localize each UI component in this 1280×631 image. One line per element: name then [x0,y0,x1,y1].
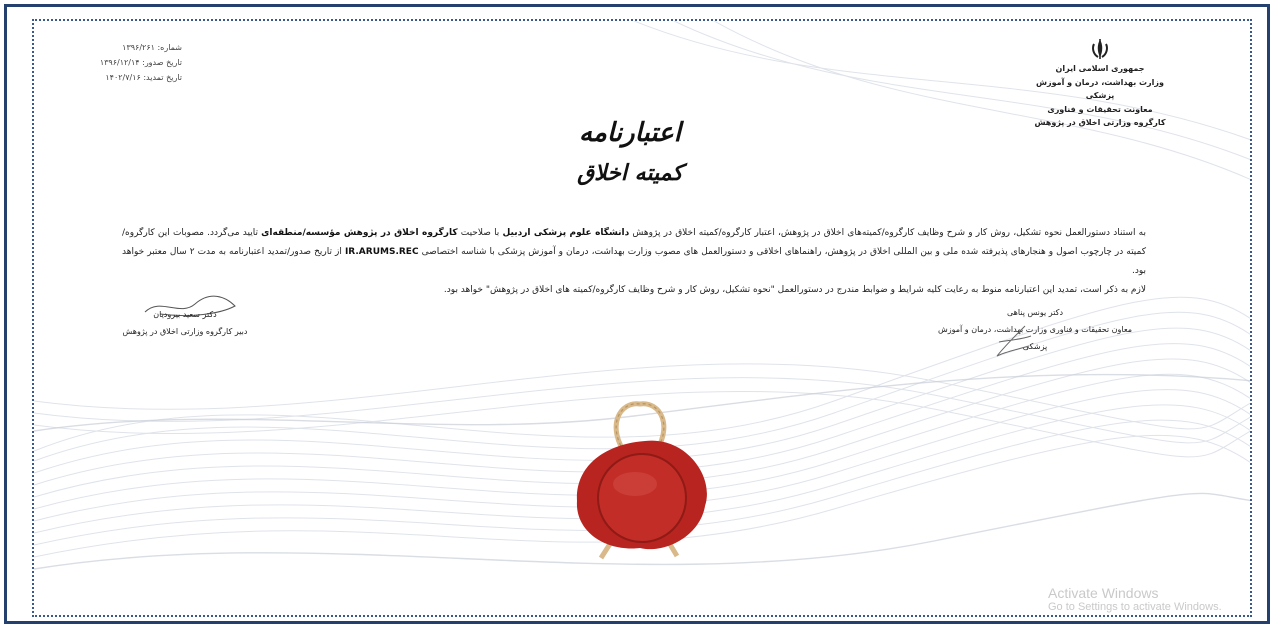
renew-date-row [92,70,182,85]
activation-watermark [1048,585,1222,613]
renew-date-value: ۱۴۰۲/۷/۱۶ [105,73,141,82]
issuer-header [1030,38,1170,130]
university-name: دانشگاه علوم پزشکی اردبیل [502,228,630,238]
left-signatory [110,306,260,340]
header-deputy: معاونت تحقیقات و فناوری [1047,104,1153,114]
certificate-body [122,224,1146,300]
body-text-segment: تایید می‌گردد. مصوبات این کارگروه/ کمیته در چارچوب اصول و هنجارهای پذیرفته شده ملی و بین المللی اخلاق در پژوهش، راهنماهای اخلاقی و دستورالعمل های مصوب وزارت بهداشت، درمان و آموزش پزشکی با شناسه اختصاصی [122,228,1146,257]
right-signatory-title: معاون تحقیقات و فناوری وزارت بهداشت، درمان و آموزش پزشکی [937,325,1133,351]
header-ministry: وزارت بهداشت، درمان و آموزش پزشکی [1036,77,1164,100]
left-signatory-name: دکتر سعید بیرودیان [153,310,217,319]
document-meta [92,40,182,85]
watermark-subtitle: Go to Settings to activate Windows. [1048,601,1222,613]
header-country: جمهوری اسلامی ایران [1055,64,1145,73]
committee-level: کارگروه اخلاق در پژوهش مؤسسه/منطقه‌ای [261,228,458,238]
wax-seal-icon [565,396,715,566]
issue-date-value: ۱۳۹۶/۱۲/۱۴ [99,58,140,67]
body-paragraph-1 [122,224,1146,281]
certificate-title: اعتبارنامه [579,118,681,148]
right-signature-mark [985,322,1045,362]
body-paragraph-2: لازم به ذکر است، تمدید این اعتبارنامه منوط به رعایت کلیه شرایط و ضوابط مندرج در دستورالعمل "نحوه تشکیل، روش کار و شرح وظایف کارگروه/کمیته های اخلاق در پژوهش" خواهد بود. [443,285,1146,295]
left-signatory-title: دبیر کارگروه وزارتی اخلاق در پژوهش [122,327,248,336]
number-value: ۱۳۹۶/۲۶۱ [122,43,155,52]
iran-emblem-icon [1089,38,1111,60]
body-text-segment: به استناد دستورالعمل نحوه تشکیل، روش کار و شرح وظایف کارگروه/کمیته‌های اخلاق در پژوهش، اعتبار کارگروه/کمیته اخلاق در پژوهش [629,228,1146,238]
committee-code: IR.ARUMS.REC [344,247,419,257]
issue-date-label: تاریخ صدور: [142,58,182,67]
header-workgroup: کارگروه وزارتی اخلاق در پژوهش [1034,118,1166,127]
certificate-subtitle: کمیته اخلاق [577,160,683,186]
watermark-title: Activate Windows [1048,585,1159,601]
renew-date-label: تاریخ تمدید: [143,73,182,82]
number-row [92,40,182,55]
body-text-segment: با صلاحیت [457,228,503,238]
right-signatory-name: دکتر یونس پناهی [1006,308,1064,317]
body-text-segment: از تاریخ صدور/تمدید اعتبارنامه به مدت ۲ سال معتبر خواهد بود. [122,247,1146,276]
issue-date-row [92,55,182,70]
number-label: شماره: [157,43,182,52]
